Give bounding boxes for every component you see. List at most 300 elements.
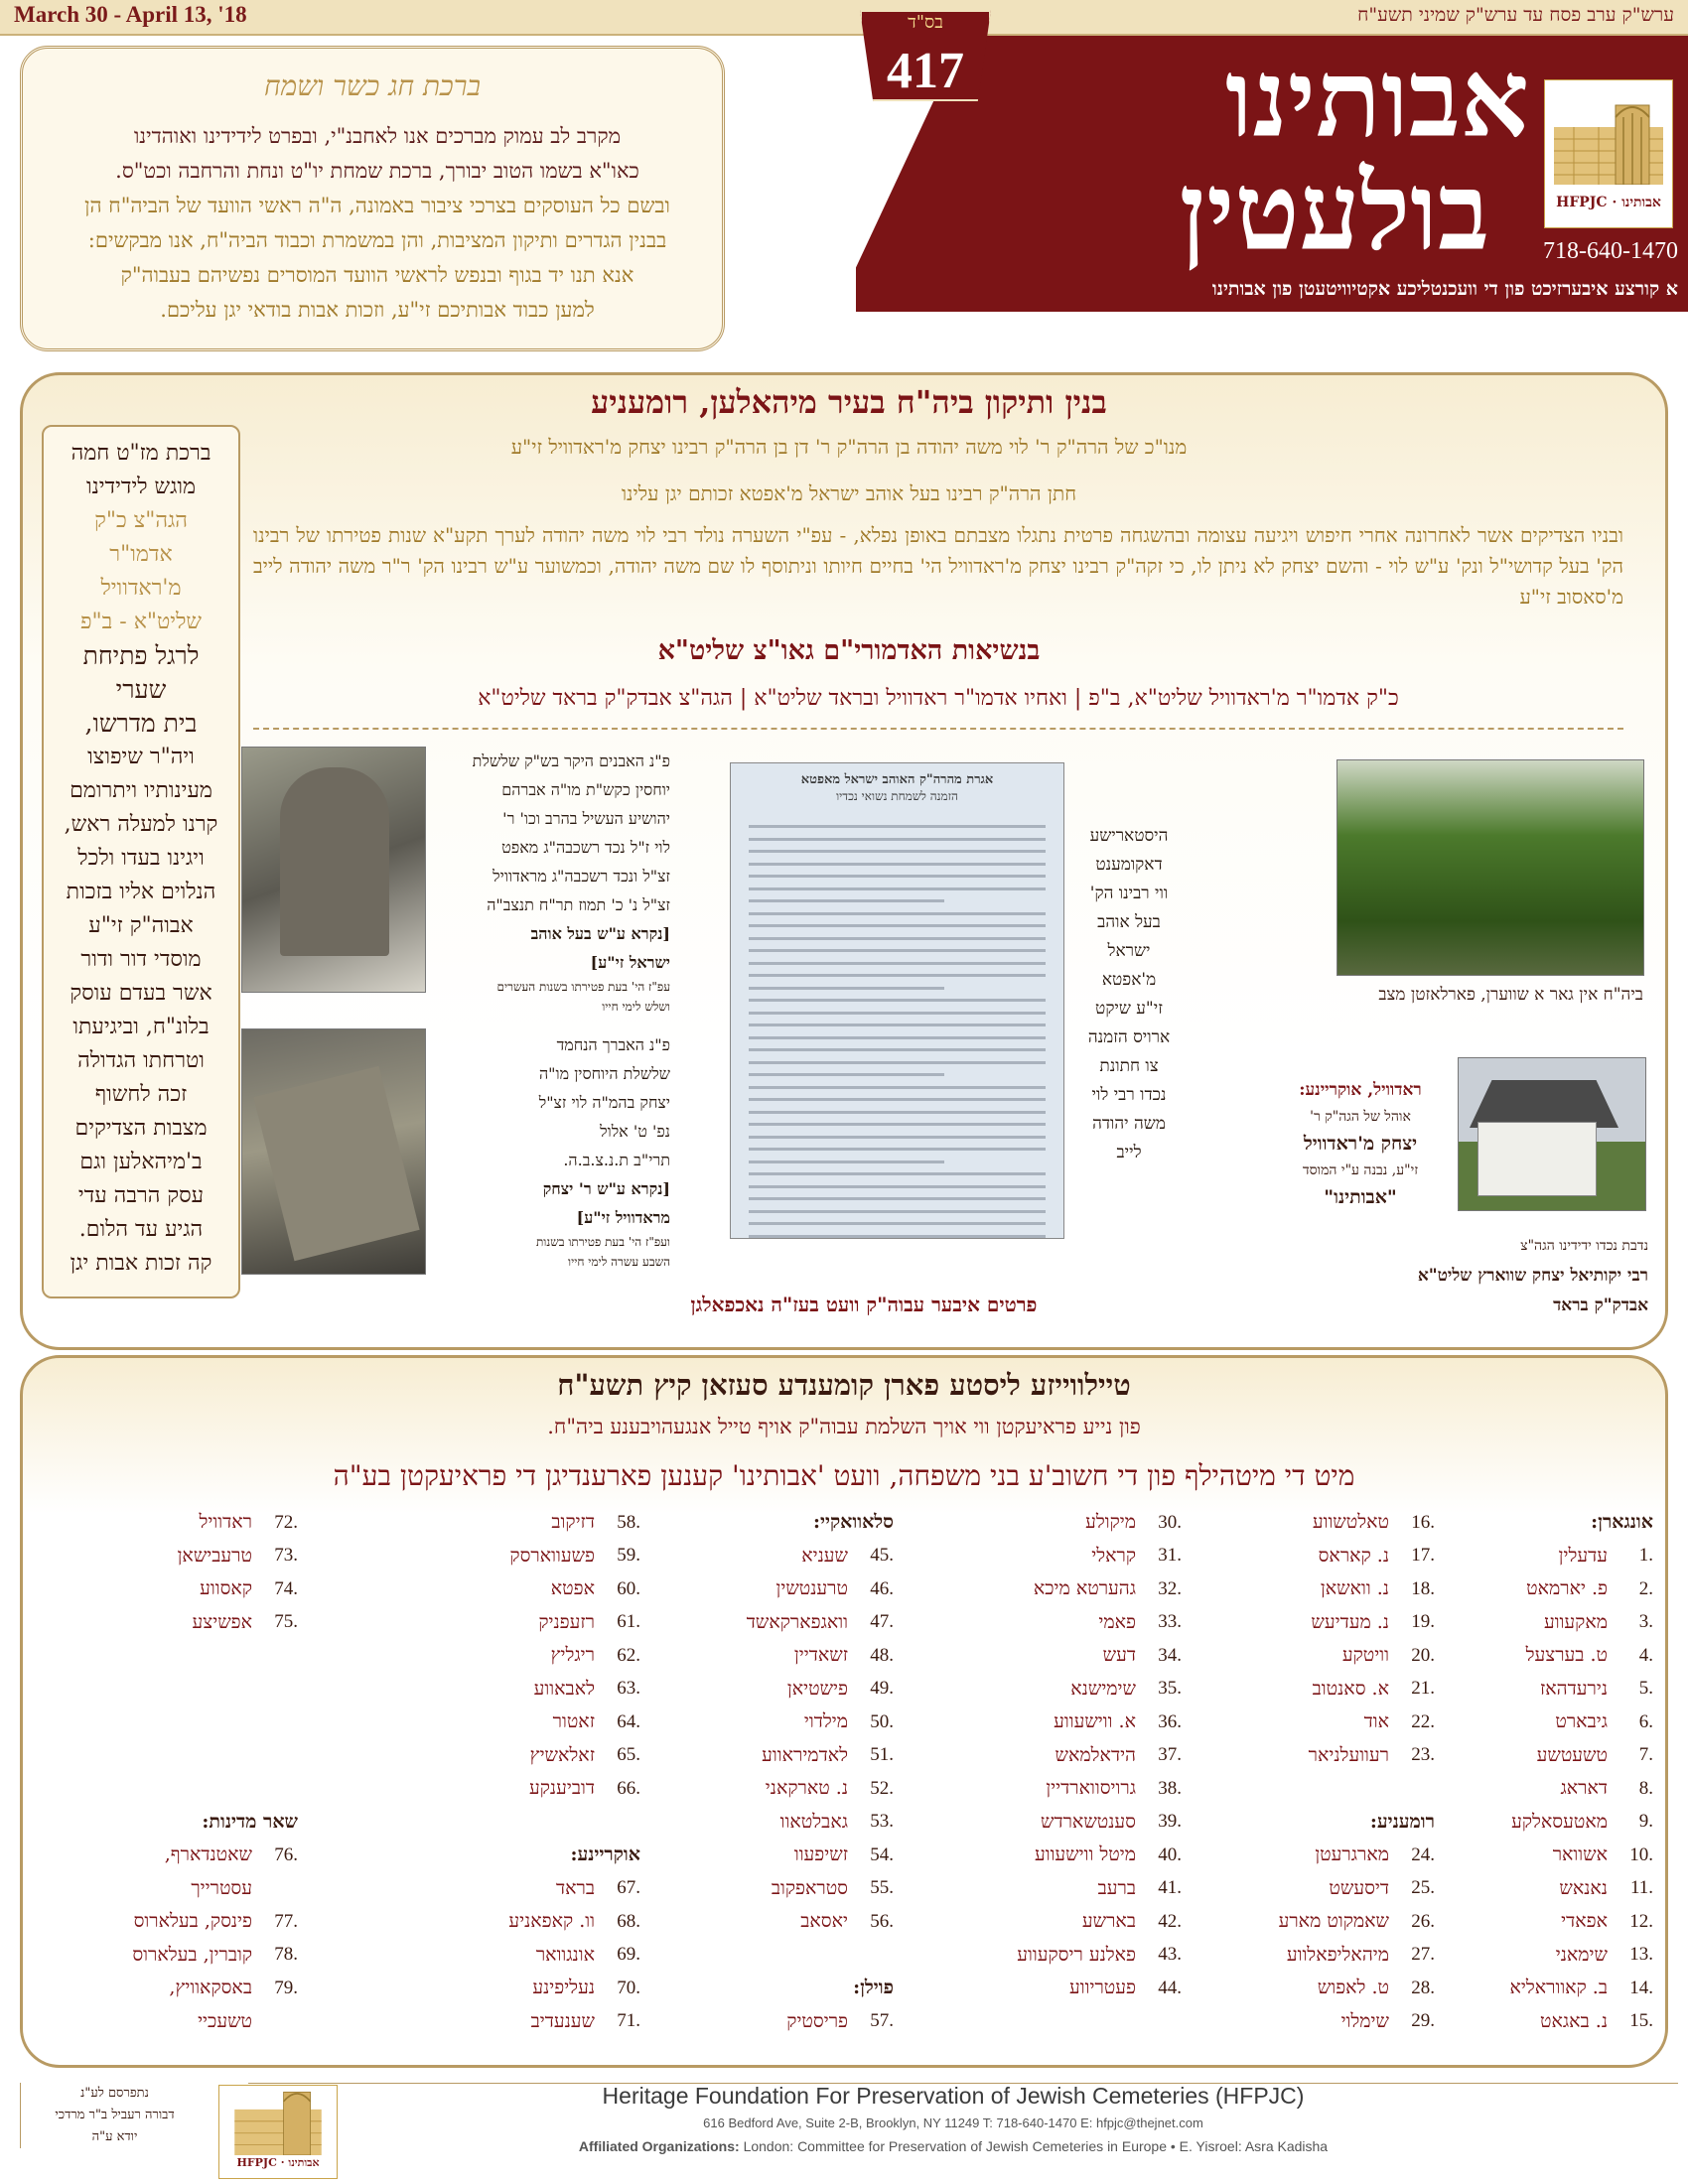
list-item xyxy=(1445,1772,1653,1806)
item-name: באסקאוויץ, xyxy=(169,1977,252,1999)
item-number: 67. xyxy=(617,1877,640,1899)
document-line xyxy=(749,949,1046,952)
document-line xyxy=(749,987,944,990)
list-item xyxy=(382,1673,640,1706)
caption-line: השבע עשרה לימי חייו xyxy=(568,1255,670,1269)
greeting-line: ובשם כל העוסקים בצרכי ציבור באמונה, ה"ה ראשי הוועד של הביה"ח הן xyxy=(84,194,670,217)
item-name: הידאלמאש xyxy=(1055,1743,1136,1766)
sidebar-line: מוסדי דור ודור xyxy=(80,947,202,972)
item-name: מארגרעטן xyxy=(1315,1843,1389,1866)
affiliated-list: London: Committee for Preservation of Jewish Cemeteries in Europe • E. Yisroel: Asra Kadisha xyxy=(743,2138,1329,2154)
caption-line: [נקרא ע"ש בעל אוהב xyxy=(530,924,670,943)
list-item xyxy=(655,2005,894,2039)
list-item xyxy=(899,1772,1182,1806)
list-item xyxy=(655,1706,894,1739)
list-item xyxy=(1445,1739,1653,1773)
item-name: פאמי xyxy=(1098,1610,1136,1633)
document-line xyxy=(749,1111,1046,1114)
item-number: 58. xyxy=(617,1511,640,1533)
item-number: 24. xyxy=(1411,1843,1435,1865)
item-number: 15. xyxy=(1629,2010,1653,2032)
document-line xyxy=(749,1123,1046,1126)
item-name: בארשע xyxy=(1081,1910,1136,1933)
item-number: 9. xyxy=(1638,1811,1653,1833)
list-item xyxy=(899,1939,1182,1973)
list-item xyxy=(382,1872,640,1906)
item-name: טאלטשווע xyxy=(1312,1511,1389,1534)
list-item xyxy=(655,1739,894,1773)
caption-line: נדבת נכדו ידידינו הגה"צ xyxy=(1520,1238,1648,1254)
document-line xyxy=(749,999,1046,1002)
document-line xyxy=(749,937,1046,940)
caption-line: מ'אפטא xyxy=(1101,970,1157,990)
list-item xyxy=(899,1872,1182,1906)
list-item xyxy=(1445,1540,1653,1573)
item-name: פינסק, בעלארוס xyxy=(133,1910,252,1933)
list-item xyxy=(60,1606,298,1640)
region-heading-label: רומעניע: xyxy=(1369,1810,1435,1833)
item-name: קוברין, בעלארוס xyxy=(132,1943,252,1966)
caption-line: ישראל xyxy=(1107,941,1151,961)
caption-line: צו חתונת xyxy=(1099,1056,1159,1076)
item-name: שימישנא xyxy=(1070,1677,1136,1700)
item-number: 68. xyxy=(617,1910,640,1932)
item-number: 69. xyxy=(617,1944,640,1966)
organization-address: 616 Bedford Ave, Suite 2-B, Brooklyn, NY 11249 T: 718-640-1470 E: hfpjc@thejnet.com xyxy=(703,2116,1203,2130)
sidebar-line: שליט"א - ב"פ xyxy=(80,610,202,634)
article-paragraph: ובניו הצדיקים אשר לאחרונה אחרי חיפוש ויגיעה עצומה ובהשגחה פרטית נתגלו מצבתם באופן נפלא, - עפ"י השערה נולד רבי לוי משה יהודה לערך תקע"א שנות פטירתו של רבינו הק' בעל קדושי"ל ונק' ע"ש לוי - והשם יצחק לא ניתן לו, כי זקה"ק רבינו יצחק מ'ראדוויל הי' בחיים חיותו וניתוסף לו שם משה יהודה, וכמשוער ע"ש רבינו הק' ר"ר משה יהודה לייב מ'סאסוב זי"ע xyxy=(253,523,1624,609)
item-number: 13. xyxy=(1629,1944,1653,1966)
greeting-line: למען כבוד אבותיכם זי"ע, וזכות אבות בודאי יגן עליכם. xyxy=(160,298,595,322)
item-number: 48. xyxy=(870,1644,894,1666)
list-item xyxy=(382,1772,640,1806)
item-name: נעליפינע xyxy=(532,1977,595,1999)
document-line xyxy=(749,875,1046,878)
list-spacer xyxy=(60,1673,298,1706)
item-number: 34. xyxy=(1158,1644,1182,1666)
item-number: 33. xyxy=(1158,1611,1182,1633)
caption-line: לייב xyxy=(1116,1143,1142,1162)
list-item xyxy=(899,1972,1182,2005)
caption-line: היסטארישע xyxy=(1089,826,1169,846)
caption-line: אוהל של הגה"ק ר' xyxy=(1310,1109,1411,1125)
sidebar-line: זכה לחשוף xyxy=(94,1082,188,1107)
item-name: נ. וואשאן xyxy=(1320,1577,1389,1600)
organization-name: Heritage Foundation For Preservation of Jewish Cemeteries (HFPJC) xyxy=(602,2083,1305,2109)
item-name: ב. קאווראליא xyxy=(1509,1977,1608,1999)
list-item xyxy=(1445,2005,1653,2039)
item-name: קראלי xyxy=(1091,1544,1136,1567)
item-name: וו. קאפאניע xyxy=(508,1910,595,1933)
caption-line: זי"ע, נבנה ע"י המוסד xyxy=(1302,1162,1419,1178)
list-item xyxy=(1192,1706,1435,1739)
list-item xyxy=(60,1939,298,1973)
list-item xyxy=(382,1905,640,1939)
item-name: נ. מעדיעש xyxy=(1311,1610,1389,1633)
greeting-line: בבנין הגדרים ותיקון המציבות, והן במשמרת וכבוד הביה"ח, אנו מבקשים: xyxy=(87,228,667,252)
item-number: 76. xyxy=(274,1843,298,1865)
item-name: גרויסווארדיין xyxy=(1046,1777,1136,1800)
list-item xyxy=(655,1572,894,1606)
footer-logo-caption: HFPJC · אבותינו xyxy=(236,2156,320,2169)
item-name: טרענטשין xyxy=(775,1577,848,1600)
item-name: אפטא xyxy=(550,1577,595,1600)
item-number: 60. xyxy=(617,1577,640,1599)
item-number: 31. xyxy=(1158,1545,1182,1567)
item-name: גיבארט xyxy=(1555,1710,1608,1733)
item-number: 22. xyxy=(1411,1710,1435,1732)
item-number: 40. xyxy=(1158,1843,1182,1865)
item-name: טרעבישאן xyxy=(177,1544,252,1567)
region-heading-label: סלאוואקיי: xyxy=(813,1511,894,1534)
sidebar-line: הנלוים אליו בזכות xyxy=(66,880,216,904)
region-heading-label: פוילן: xyxy=(853,1977,894,1999)
item-name: אשוואר xyxy=(1552,1843,1608,1866)
item-number: 52. xyxy=(870,1777,894,1799)
document-line xyxy=(749,1235,1046,1238)
item-number: 65. xyxy=(617,1744,640,1766)
item-name: מאקעווע xyxy=(1543,1610,1608,1633)
item-name: זאלאשיץ xyxy=(529,1743,595,1766)
cemetery-wall-icon xyxy=(219,2086,337,2155)
list-item xyxy=(60,2005,298,2039)
item-name: פריסטיק xyxy=(786,2009,848,2032)
caption-line: מראדוויל זי"ע] xyxy=(576,1208,670,1227)
patrons-title: בנשיאות האדמורי"ם גאו"צ שליט"א xyxy=(657,635,1041,666)
item-name: בראד xyxy=(555,1876,595,1899)
item-name: אפשיצע xyxy=(192,1610,252,1633)
document-line xyxy=(749,838,1046,841)
list-item xyxy=(1192,1972,1435,2005)
document-line xyxy=(749,1024,1046,1026)
document-heading: אגרת מהרה"ק האוהב ישראל מאפטא xyxy=(800,772,994,787)
masthead-subtitle: א קורצע איבערזיכט פון די וועכנטליכע אקטיוויטעטן פון אבותינו xyxy=(1211,278,1678,300)
item-name: דעש xyxy=(1102,1644,1136,1667)
sidebar-line: בית מדרשו, xyxy=(84,709,198,738)
list-item xyxy=(899,1839,1182,1872)
item-name: א. ווישעווע xyxy=(1054,1710,1136,1733)
item-number: 41. xyxy=(1158,1877,1182,1899)
item-name: רזעפניק xyxy=(538,1610,595,1633)
document-line xyxy=(749,1012,1046,1015)
projects-column xyxy=(1445,1506,1653,2038)
projects-column xyxy=(899,1506,1182,2005)
item-name: וואגפארקאשד xyxy=(746,1610,848,1633)
item-name: וויטקע xyxy=(1341,1644,1389,1667)
list-spacer xyxy=(60,1772,298,1806)
item-number: 1. xyxy=(1638,1545,1653,1567)
item-number: 32. xyxy=(1158,1577,1182,1599)
item-number: 43. xyxy=(1158,1944,1182,1966)
issue-label: בס"ד xyxy=(908,12,943,33)
projects-column xyxy=(1192,1506,1435,2038)
document-line xyxy=(749,863,1046,866)
item-number: 77. xyxy=(274,1910,298,1932)
list-item xyxy=(382,1706,640,1739)
item-name: ראדוויל xyxy=(199,1511,252,1534)
list-item xyxy=(899,1673,1182,1706)
document-line xyxy=(749,1222,1046,1225)
sidebar-line: ויגינו בעדו ולכל xyxy=(77,846,205,871)
item-number: 19. xyxy=(1411,1611,1435,1633)
item-number: 4. xyxy=(1638,1644,1653,1666)
list-item xyxy=(1445,1972,1653,2005)
item-name: פ. יארמאט xyxy=(1526,1577,1608,1600)
document-line xyxy=(749,1036,1046,1039)
item-name: גאבלטאוו xyxy=(779,1810,848,1833)
list-item xyxy=(382,1739,640,1773)
region-heading xyxy=(655,1972,894,2005)
article-title: בנין ותיקון ביה"ח בעיר מיהאלען, רומעניע xyxy=(591,383,1107,421)
item-number: 27. xyxy=(1411,1944,1435,1966)
sidebar-line: קרנו למעלה ראש, xyxy=(64,812,218,837)
list-item xyxy=(382,1639,640,1673)
list-item xyxy=(1445,1905,1653,1939)
sidebar-line: מצבות הצדיקים xyxy=(74,1116,208,1141)
document-line xyxy=(749,974,1046,977)
item-number: 3. xyxy=(1638,1611,1653,1633)
item-number: 62. xyxy=(617,1644,640,1666)
item-name: שאטנדארף, xyxy=(164,1843,252,1866)
list-item xyxy=(1192,1739,1435,1773)
item-name: עסטרייך xyxy=(191,1876,252,1899)
caption-line: בעל אוהב xyxy=(1097,912,1161,932)
caption-line: זי"ע שיקט xyxy=(1095,999,1163,1019)
item-name: קאסווע xyxy=(200,1577,252,1600)
caption-line: משה יהודה xyxy=(1092,1114,1166,1134)
list-item xyxy=(899,1606,1182,1640)
item-name: סענטשארדש xyxy=(1041,1810,1136,1833)
caption-line: דאקומענט xyxy=(1095,855,1163,875)
tombstone-photo-1 xyxy=(241,747,426,993)
item-number: 30. xyxy=(1158,1511,1182,1533)
memorial-dedication xyxy=(20,2083,209,2148)
list-item xyxy=(1445,1872,1653,1906)
item-name: אפאדי xyxy=(1561,1910,1608,1933)
item-name: דאראג xyxy=(1560,1777,1608,1800)
sidebar-line: ב'מיהאלען וגם xyxy=(79,1150,203,1174)
greeting-body xyxy=(60,119,695,328)
list-item xyxy=(60,1540,298,1573)
list-item xyxy=(899,1905,1182,1939)
document-line xyxy=(749,1086,1046,1089)
document-line xyxy=(749,1172,1046,1175)
caption-line: שלשלת היוחסין מו"ה xyxy=(538,1064,670,1083)
ohel-caption xyxy=(1261,1077,1460,1211)
list-spacer xyxy=(60,1739,298,1773)
issue-number: 417 xyxy=(887,43,964,99)
item-number: 49. xyxy=(870,1678,894,1700)
document-line xyxy=(749,1136,1046,1139)
title-avoteinu: אבותינו xyxy=(1225,37,1529,162)
item-number: 35. xyxy=(1158,1678,1182,1700)
projects-column xyxy=(655,1506,894,2038)
list-spacer xyxy=(60,1639,298,1673)
list-item xyxy=(1445,1572,1653,1606)
item-number: 73. xyxy=(274,1545,298,1567)
greeting-title: ברכת חג כשר ושמח xyxy=(264,69,481,102)
list-item xyxy=(60,1506,298,1540)
item-number: 11. xyxy=(1629,1877,1653,1899)
caption-line: פ"נ האבנים היקר בש"ק שלשלת xyxy=(472,751,670,770)
item-name: אוד xyxy=(1363,1710,1389,1733)
historic-document-photo xyxy=(730,762,1064,1239)
title-bulletin: בולעטין xyxy=(1179,150,1489,275)
item-name: גהערטא מיכא xyxy=(1033,1577,1136,1600)
list-item xyxy=(899,1806,1182,1840)
region-heading xyxy=(382,1839,640,1872)
list-item xyxy=(655,1772,894,1806)
item-number: 75. xyxy=(274,1611,298,1633)
item-number: 28. xyxy=(1411,1977,1435,1998)
item-name: ט. בערצעל xyxy=(1525,1644,1608,1667)
ohel-wall xyxy=(1477,1122,1597,1196)
region-heading xyxy=(1445,1506,1653,1540)
list-spacer xyxy=(60,1706,298,1739)
patrons-line: כ"ק אדמו"ר מ'ראדוויל שליט"א, ב"פ | ואחיו אדמו"ר ראדוויל ובראד שליט"א | הגה"צ אבדק"ק בראד שליט"א xyxy=(478,686,1399,711)
region-heading-label: אוקריינע: xyxy=(570,1843,640,1866)
list-item xyxy=(655,1540,894,1573)
document-line xyxy=(749,1148,1046,1151)
item-number: 72. xyxy=(274,1511,298,1533)
item-number: 64. xyxy=(617,1710,640,1732)
greeting-line: אנא תנו יד בגוף ובנפש לראשי הוועד המוסרים נפשיהם בעבוה"ק xyxy=(120,263,634,287)
list-spacer xyxy=(1192,1772,1435,1806)
list-item xyxy=(655,1639,894,1673)
list-item xyxy=(60,1972,298,2005)
sidebar-line: לרגל פתיחת xyxy=(82,641,200,670)
list-item xyxy=(382,1572,640,1606)
list-item xyxy=(1192,1606,1435,1640)
tombstone-photo-2 xyxy=(241,1028,426,1275)
item-name: פאלנע ריסקעווע xyxy=(1017,1943,1136,1966)
list-item xyxy=(1445,1939,1653,1973)
region-heading-label: שאר מדינות: xyxy=(202,1810,298,1833)
memorial-line: נתפרסם לע"נ xyxy=(80,2086,149,2101)
list-item xyxy=(1192,2005,1435,2039)
list-item xyxy=(655,1606,894,1640)
issue-dates-english: March 30 - April 13, '18 xyxy=(14,2,247,27)
list-item xyxy=(382,1606,640,1640)
item-number: 21. xyxy=(1411,1678,1435,1700)
item-number: 36. xyxy=(1158,1710,1182,1732)
item-name: זשאדיין xyxy=(793,1644,848,1667)
greeting-line: כאו"א בשמו הטוב יבורך, ברכת שמחת יו"ט ונחת והרחבה וכט"ס. xyxy=(115,159,639,183)
caption-line: יהושיע העשיל בהרב וכו' ר' xyxy=(502,809,670,828)
item-name: דזיקוב xyxy=(551,1511,595,1534)
sidebar-line: אשר בעדם עוסק xyxy=(70,981,212,1006)
item-number: 71. xyxy=(617,2010,640,2032)
list-item xyxy=(382,1939,640,1973)
item-name: דיסעשט xyxy=(1329,1876,1389,1899)
item-name: יאסאב xyxy=(800,1910,848,1933)
item-name: שימלוי xyxy=(1340,2009,1389,2032)
greeting-line: מקרב לב עמוק מברכים אנו לאחבנ"י, ובפרט לידידינו ואוהדינו xyxy=(133,124,622,148)
list-item xyxy=(655,1806,894,1840)
article-line-1: מנו"כ של הרה"ק ר' לוי משה יהודה בן הרה"ק ר' דן בן הרה"ק רבינו יצחק מ'ראדוויל זי"ע xyxy=(510,435,1188,459)
caption-line: עפ"ז הי' בעת פטירתו בשנות העשרים xyxy=(496,980,670,994)
item-number: 61. xyxy=(617,1611,640,1633)
item-name: א. סאנטוב xyxy=(1312,1677,1389,1700)
item-name: נאנאש xyxy=(1559,1876,1608,1899)
affiliated-organizations xyxy=(496,2138,1410,2154)
list-item xyxy=(382,1506,640,1540)
caption-line: זצ"ל נ' כ' תמוז תר"ח תנצב"ה xyxy=(487,895,670,914)
sidebar-line: הגיע עד הלום. xyxy=(78,1217,204,1242)
caption-line: לוי ז"ל נכד רשכבה"ג מאפט xyxy=(501,838,670,857)
list-item xyxy=(1445,1606,1653,1640)
caption-line: [נקרא ע"ש ר' יצחק xyxy=(542,1179,670,1198)
list-item xyxy=(1192,1872,1435,1906)
document-line xyxy=(749,887,1046,890)
item-number: 78. xyxy=(274,1944,298,1966)
item-name: עדעלין xyxy=(1558,1544,1608,1567)
item-number: 53. xyxy=(870,1811,894,1833)
item-name: אונגוואר xyxy=(535,1943,595,1966)
item-name: זשיפעוו xyxy=(793,1843,848,1866)
caption-line: ווי רבינו הק' xyxy=(1089,884,1169,903)
document-line xyxy=(749,1185,1046,1188)
item-number: 10. xyxy=(1629,1843,1653,1865)
list-spacer xyxy=(382,1806,640,1840)
document-line xyxy=(749,1098,1046,1101)
item-number: 55. xyxy=(870,1877,894,1899)
projects-heading: מיט די מיטהילף פון די חשוב'ע בני משפחה, וועט 'אבותינו' קענען פארענדיגן די פראיעקטן בע"ה xyxy=(333,1459,1355,1492)
sidebar-line: וטרחתו הגדולה xyxy=(77,1048,205,1073)
document-caption xyxy=(1074,822,1184,1167)
list-item xyxy=(899,1739,1182,1773)
item-name: נ. באגאט xyxy=(1540,2009,1608,2032)
item-number: 2. xyxy=(1638,1577,1653,1599)
item-number: 38. xyxy=(1158,1777,1182,1799)
list-spacer xyxy=(655,1939,894,1973)
list-item xyxy=(1445,1806,1653,1840)
list-item xyxy=(1445,1673,1653,1706)
item-name: מיקולע xyxy=(1085,1511,1136,1534)
sidebar-line: אדמו"ר xyxy=(109,542,173,567)
region-heading xyxy=(60,1806,298,1840)
item-name: שימאני xyxy=(1555,1943,1608,1966)
list-item xyxy=(1192,1939,1435,1973)
caption-line: ועפ"ז הי' בעת פטירתו בשנות xyxy=(535,1235,670,1249)
list-item xyxy=(60,1839,298,1872)
caption-line: אבדק"ק בראד xyxy=(1553,1296,1648,1315)
memorial-line: יודא ע"ה xyxy=(91,2129,138,2144)
list-item xyxy=(899,1706,1182,1739)
document-line xyxy=(749,850,1046,853)
item-name: פשעווארסק xyxy=(509,1544,595,1567)
document-subheading: הזמנה לשמחת נשואי נכדיו xyxy=(836,789,958,803)
item-number: 14. xyxy=(1629,1977,1653,1998)
list-item xyxy=(382,2005,640,2039)
sidebar-line: אבוה"ק זי"ע xyxy=(88,913,194,938)
list-item xyxy=(899,1540,1182,1573)
memorial-line: דבורה רעביל ב"ר מרדכי xyxy=(55,2108,175,2122)
item-number: 12. xyxy=(1629,1910,1653,1932)
phone-number: 718-640-1470 xyxy=(1543,238,1678,264)
item-number: 59. xyxy=(617,1545,640,1567)
document-line xyxy=(749,1073,944,1076)
item-number: 37. xyxy=(1158,1744,1182,1766)
item-number: 63. xyxy=(617,1678,640,1700)
list-item xyxy=(655,1839,894,1872)
list-item xyxy=(382,1540,640,1573)
item-name: שאמקוט מארע xyxy=(1278,1910,1389,1933)
logo-caption: HFPJC · אבותינו xyxy=(1556,195,1661,210)
list-item xyxy=(1445,1639,1653,1673)
list-item xyxy=(655,1673,894,1706)
list-item xyxy=(899,1639,1182,1673)
